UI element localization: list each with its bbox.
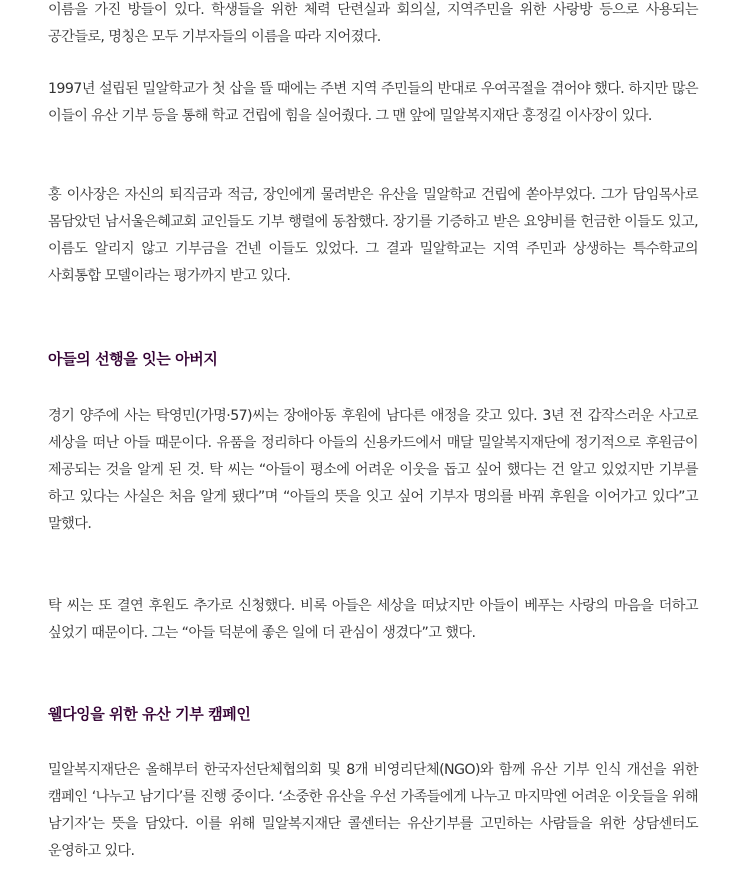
section-heading: 아들의 선행을 잇는 아버지 <box>48 350 218 368</box>
article-paragraph: 탁 씨는 또 결연 후원도 추가로 신청했다. 비록 아들은 세상을 떠났지만 아들이 베푸는 사랑의 마음을 더하고 싶었기 때문이다. 그는 “아들 덕분에 좋은 일에 더 관심이 생겼다”고 했다. <box>48 598 698 641</box>
article-paragraph: 이름을 가진 방들이 있다. 학생들을 위한 체력 단련실과 회의실, 지역주민을 위한 사랑방 등으로 사용되는 공간들로, 명칭은 모두 기부자들의 이름을 따라 지어졌다. <box>48 2 698 45</box>
article-paragraph: 1997년 설립된 밀알학교가 첫 삽을 뜰 때에는 주변 지역 주민들의 반대로 우여곡절을 겪어야 했다. 하지만 많은 이들이 유산 기부 등을 통해 학교 건립에 힘을 실어줬다. 그 맨 앞에 밀알복지재단 홍정길 이사장이 있다. <box>48 81 698 124</box>
article-paragraph: 경기 양주에 사는 탁영민(가명·57)씨는 장애아동 후원에 남다른 애정을 갖고 있다. 3년 전 갑작스러운 사고로 세상을 떠난 아들 때문이다. 유품을 정리하다 아들의 신용카드에서 매달 밀알복지재단에 정기적으로 후원금이 제공되는 것을 알게 된 것. 탁 씨는 “아들이 평소에 어려운 이웃을 돕고 싶어 했다는 건 알고 있었지만 기부를 하고 있다는 사실은 처음 알게 됐다”며 “아들의 뜻을 잇고 싶어 기부자 명의를 바꿔 후원을 이어가고 있다”고 말했다. <box>48 408 698 532</box>
section-heading: 웰다잉을 위한 유산 기부 캠페인 <box>48 705 251 723</box>
article-paragraph: 밀알복지재단은 올해부터 한국자선단체협의회 및 8개 비영리단체(NGO)와 함께 유산 기부 인식 개선을 위한 캠페인 ‘나누고 남기다’를 진행 중이다. ‘소중한 유산을 우선 가족들에게 나누고 마지막엔 어려운 이웃들을 위해 남기자’는 뜻을 담았다. 이를 위해 밀알복지재단 콜센터는 유산기부를 고민하는 사람들을 위한 상담센터도 운영하고 있다. <box>48 762 698 859</box>
article-paragraph: 홍 이사장은 자신의 퇴직금과 적금, 장인에게 물려받은 유산을 밀알학교 건립에 쏟아부었다. 그가 담임목사로 몸담았던 남서울은혜교회 교인들도 기부 행렬에 동참했다. 장기를 기증하고 받은 요양비를 헌금한 이들도 있고, 이름도 알리지 않고 기부금을 건넨 이들도 있었다. 그 결과 밀알학교는 지역 주민과 상생하는 특수학교의 사회통합 모델이라는 평가까지 받고 있다. <box>48 187 698 284</box>
